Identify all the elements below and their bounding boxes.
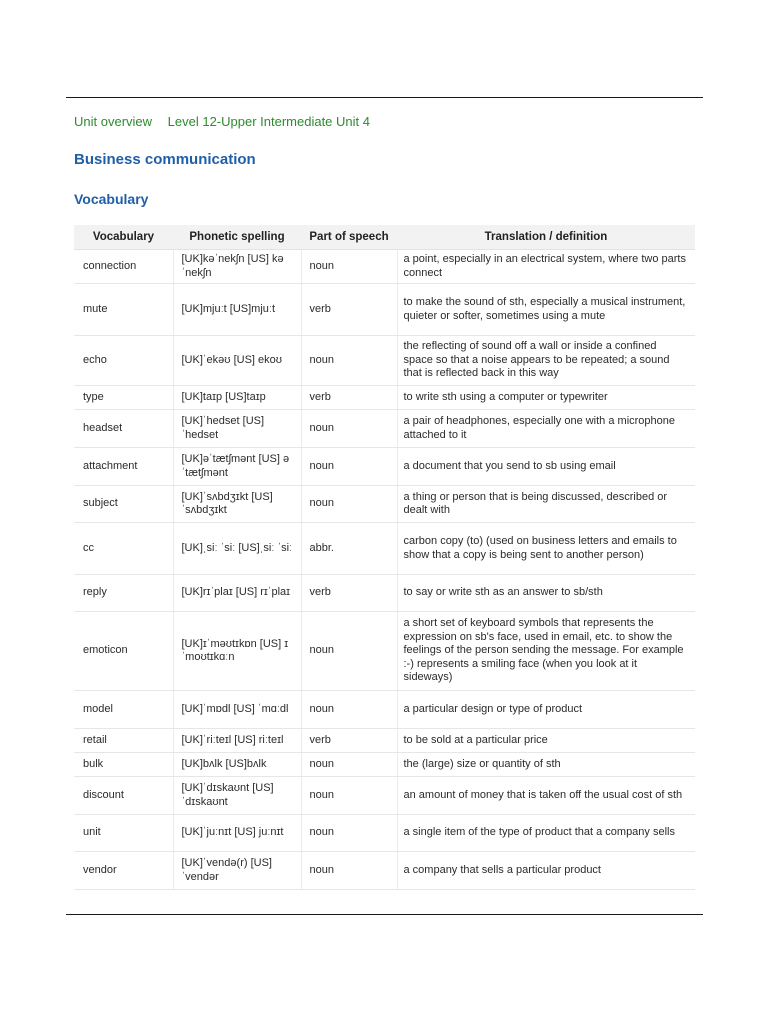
part-of-speech: noun: [301, 612, 397, 691]
phonetic-spelling: [UK]ˈvendə(r) [US] ˈvendər: [173, 852, 301, 890]
phonetic-spelling: [UK]ɪˈməʊtɪkɒn [US] ɪˈmoʊtɪkɑːn: [173, 612, 301, 691]
table-body: [74, 250, 695, 890]
part-of-speech: noun: [301, 753, 397, 777]
vocab-word: echo: [74, 336, 173, 386]
vocab-word: unit: [74, 815, 173, 852]
vocab-word: attachment: [74, 448, 173, 486]
page-title: Business communication: [74, 151, 256, 168]
definition: to say or write sth as an answer to sb/sth: [397, 575, 695, 612]
phonetic-spelling: [UK]ˈdɪskaʊnt [US] ˈdɪskaʊnt: [173, 777, 301, 815]
part-of-speech: verb: [301, 575, 397, 612]
table-row: [74, 729, 695, 753]
part-of-speech: noun: [301, 852, 397, 890]
vocab-word: connection: [74, 250, 173, 284]
table-row: [74, 575, 695, 612]
phonetic-spelling: [UK]bʌlk [US]bʌlk: [173, 753, 301, 777]
header-definition: Translation / definition: [397, 225, 695, 250]
phonetic-spelling: [UK]ˈekəʊ [US] ekoʊ: [173, 336, 301, 386]
definition: a thing or person that is being discussed, described or dealt with: [397, 486, 695, 523]
breadcrumb-unit-overview: Unit overview: [74, 114, 153, 129]
table-row: [74, 410, 695, 448]
definition: to write sth using a computer or typewriter: [397, 386, 695, 410]
part-of-speech: abbr.: [301, 523, 397, 575]
part-of-speech: verb: [301, 729, 397, 753]
table-row: [74, 486, 695, 523]
table-row: [74, 523, 695, 575]
phonetic-spelling: [UK]ˈmɒdl [US] ˈmɑːdl: [173, 691, 301, 729]
part-of-speech: noun: [301, 250, 397, 284]
vocab-word: bulk: [74, 753, 173, 777]
definition: a particular design or type of product: [397, 691, 695, 729]
vocab-word: subject: [74, 486, 173, 523]
table-row: [74, 777, 695, 815]
phonetic-spelling: [UK]əˈtætʃmənt [US] əˈtætʃmənt: [173, 448, 301, 486]
definition: carbon copy (to) (used on business letters and emails to show that a copy is being sent to another person): [397, 523, 695, 575]
section-title: Vocabulary: [74, 191, 149, 207]
bottom-divider: [66, 914, 703, 915]
table-row: [74, 284, 695, 336]
table-header-row: [74, 225, 695, 250]
definition: a company that sells a particular product: [397, 852, 695, 890]
definition: a point, especially in an electrical system, where two parts connect: [397, 250, 695, 284]
definition: to be sold at a particular price: [397, 729, 695, 753]
table-row: [74, 852, 695, 890]
table-row: [74, 250, 695, 284]
part-of-speech: noun: [301, 336, 397, 386]
part-of-speech: noun: [301, 486, 397, 523]
part-of-speech: verb: [301, 284, 397, 336]
vocab-word: mute: [74, 284, 173, 336]
breadcrumb-level: Level 12-Upper Intermediate Unit 4: [167, 114, 370, 129]
definition: a pair of headphones, especially one with a microphone attached to it: [397, 410, 695, 448]
table-row: [74, 448, 695, 486]
vocab-word: headset: [74, 410, 173, 448]
part-of-speech: noun: [301, 448, 397, 486]
header-part-of-speech: Part of speech: [301, 225, 397, 250]
header-phonetic: Phonetic spelling: [173, 225, 301, 250]
part-of-speech: noun: [301, 815, 397, 852]
vocab-word: emoticon: [74, 612, 173, 691]
part-of-speech: verb: [301, 386, 397, 410]
phonetic-spelling: [UK]ˈriːteɪl [US] riːteɪl: [173, 729, 301, 753]
phonetic-spelling: [UK]ˈhedset [US] ˈhedset: [173, 410, 301, 448]
vocab-word: discount: [74, 777, 173, 815]
definition: to make the sound of sth, especially a musical instrument, quieter or softer, sometimes using a mute: [397, 284, 695, 336]
phonetic-spelling: [UK]rɪˈplaɪ [US] rɪˈplaɪ: [173, 575, 301, 612]
definition: an amount of money that is taken off the usual cost of sth: [397, 777, 695, 815]
table-row: [74, 386, 695, 410]
phonetic-spelling: [UK]ˌsiː ˈsiː [US]ˌsiː ˈsiː: [173, 523, 301, 575]
phonetic-spelling: [UK]ˈjuːnɪt [US] juːnɪt: [173, 815, 301, 852]
part-of-speech: noun: [301, 410, 397, 448]
table-row: [74, 612, 695, 691]
table-row: [74, 815, 695, 852]
table-row: [74, 753, 695, 777]
phonetic-spelling: [UK]ˈsʌbdʒɪkt [US] ˈsʌbdʒɪkt: [173, 486, 301, 523]
definition: a short set of keyboard symbols that represents the expression on sb's face, used in email, etc. to show the feelings of the person sending the message. For example :-) represents a smiling face (when you look at it sideways): [397, 612, 695, 691]
phonetic-spelling: [UK]kəˈnekʃn [US] kəˈnekʃn: [173, 250, 301, 284]
part-of-speech: noun: [301, 691, 397, 729]
part-of-speech: noun: [301, 777, 397, 815]
vocab-word: reply: [74, 575, 173, 612]
vocab-word: cc: [74, 523, 173, 575]
phonetic-spelling: [UK]mjuːt [US]mjuːt: [173, 284, 301, 336]
definition: the (large) size or quantity of sth: [397, 753, 695, 777]
top-divider: [66, 97, 703, 98]
phonetic-spelling: [UK]taɪp [US]taɪp: [173, 386, 301, 410]
table-row: [74, 691, 695, 729]
definition: the reflecting of sound off a wall or inside a confined space so that a noise appears to be repeated; a sound that is reflected back in this way: [397, 336, 695, 386]
table-row: [74, 336, 695, 386]
vocab-word: type: [74, 386, 173, 410]
breadcrumb: [74, 114, 370, 129]
vocab-word: model: [74, 691, 173, 729]
header-vocabulary: Vocabulary: [74, 225, 173, 250]
vocab-word: retail: [74, 729, 173, 753]
definition: a document that you send to sb using email: [397, 448, 695, 486]
vocab-word: vendor: [74, 852, 173, 890]
definition: a single item of the type of product that a company sells: [397, 815, 695, 852]
vocabulary-table: [74, 225, 695, 890]
